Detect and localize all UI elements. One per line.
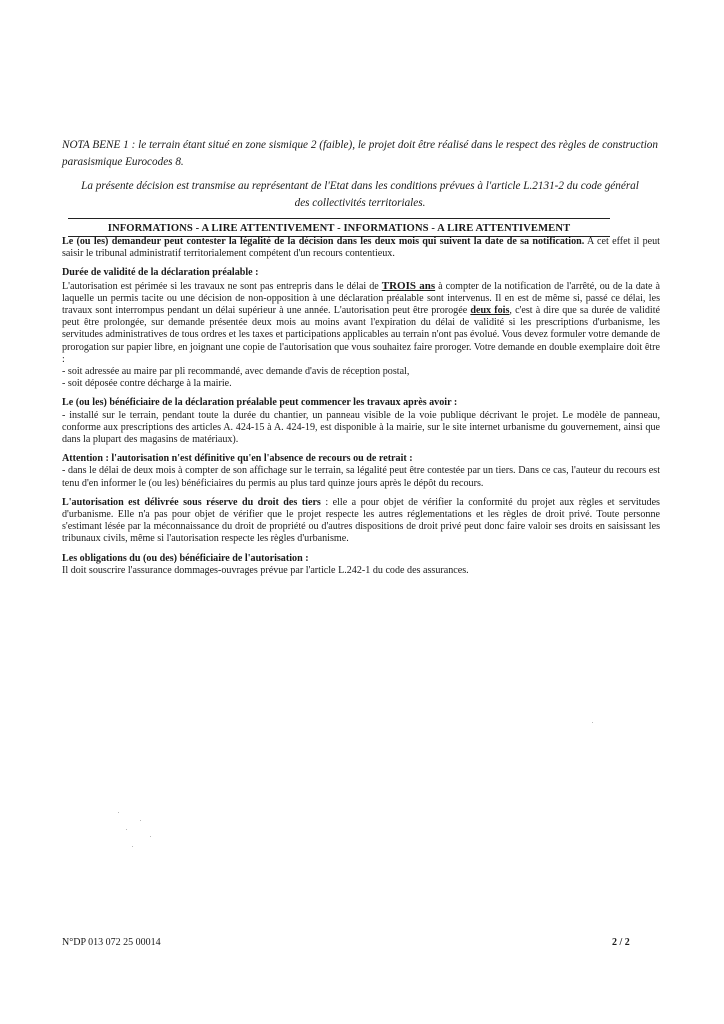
obligations-text: Il doit souscrire l'assurance dommages-ouvrages prévue par l'article L.242-1 du code des assurances. <box>62 564 469 576</box>
attention-section <box>62 453 660 490</box>
validity-list-item-1: - soit adressée au maire par pli recommandé, avec demande d'avis de réception postal, <box>62 366 410 378</box>
contest-text: A cet effet il peut saisir le tribunal administratif territorialement compétent d'un recours contentieux. <box>62 236 660 260</box>
third-party-section <box>62 497 660 546</box>
third-party-text: : elle a pour objet de vérifier la conformité du projet aux règles et servitudes d'urbanisme. Elle n'a pas pour objet de vérifier que le projet respecte les autres réglementations et les règles de droit privé. Toute personne s'estimant lésée par la méconnaissance du droit de propriété ou d'autres dispositions de droit privé peut donc faire valoir ses droits en saisissant les tribunaux civils, même si l'autorisation respecte les règles d'urbanisme. <box>62 496 660 545</box>
deux-fois-emphasis: deux fois <box>470 305 510 317</box>
start-works-section <box>62 397 660 446</box>
scan-speck <box>140 820 141 821</box>
start-works-text: - installé sur le terrain, pendant toute la durée du chantier, un panneau visible de la voie publique décrivant le projet. Le modèle de panneau, conforme aux prescriptions des articles A. 424-15 à A. 424-19, est disponible à la mairie, sur le site internet urbanisme du gouvernement, ainsi que dans la plupart des magasins de matériaux). <box>62 409 660 446</box>
validity-text-2: à compter de la notification de l'arrêté, ou de la date à laquelle un permis tacite ou une décision de non-opposition à une déclaration préalable sont intervenus. Il en est de même si, passé ce délai, les travaux sont interrompus pendant un délai supérieur à une année. L'autorisation peut être prorogée <box>62 280 660 317</box>
transmission-paragraph <box>62 178 658 212</box>
scan-speck <box>118 812 119 813</box>
footer-reference: N°DP 013 072 25 00014 <box>62 937 161 948</box>
transmission-line-1: La présente décision est transmise au représentant de l'Etat dans les conditions prévues à l'article L.2131-2 du code général <box>81 180 639 192</box>
contest-paragraph <box>62 236 660 260</box>
information-banner: INFORMATIONS - A LIRE ATTENTIVEMENT - INFORMATIONS - A LIRE ATTENTIVEMENT <box>107 223 571 234</box>
obligations-heading: Les obligations du (ou des) bénéficiaire de l'autorisation : <box>62 552 309 564</box>
validity-list-item-2: - soit déposée contre décharge à la mairie. <box>62 378 232 390</box>
trois-ans-emphasis: TROIS ans <box>381 279 436 292</box>
attention-text: - dans le délai de deux mois à compter de son affichage sur le terrain, sa légalité peut être contestée par un tiers. Dans ce cas, l'auteur du recours est tenu d'en informer le (ou les) bénéficiaires du permis au plus tard quinze jours après le dépôt du recours. <box>62 465 660 489</box>
footer-page-number: 2 / 2 <box>612 937 630 948</box>
validity-text-1: L'autorisation est périmée si les travaux ne sont pas entrepris dans le délai de <box>62 280 382 292</box>
third-party-bold-text: L'autorisation est délivrée sous réserve du droit des tiers <box>62 496 321 508</box>
transmission-line-2: des collectivités territoriales. <box>294 197 426 209</box>
validity-paragraph <box>62 280 660 366</box>
scan-speck <box>126 829 127 830</box>
scan-speck <box>150 836 151 837</box>
validity-heading: Durée de validité de la déclaration préalable : <box>62 267 259 279</box>
scan-speck <box>132 846 133 847</box>
validity-text-3: , c'est à dire que sa durée de validité peut être prolongée, sur demande présentée deux mois au moins avant l'expiration du délai de validité si les prescriptions d'urbanisme, les servitudes administratives de tous ordres et les taxes et participations applicables au terrain n'ont pas évolué. Vous devez formuler votre demande de prorogation sur papier libre, en joignant une copie de l'autorisation que vous souhaitez faire proroger. Votre demande en double exemplaire doit être : <box>62 305 661 365</box>
attention-heading: Attention : l'autorisation n'est définitive qu'en l'absence de recours ou de retrait : <box>62 453 413 465</box>
validity-section <box>62 267 660 390</box>
nota-bene-paragraph: NOTA BENE 1 : le terrain étant situé en zone sismique 2 (faible), le projet doit être réalisé dans le respect des règles de construction parasismique Eurocodes 8. <box>62 139 658 168</box>
contest-bold-text: Le (ou les) demandeur peut contester la légalité de la décision dans les deux mois qui suivent la date de sa notification. <box>62 236 585 247</box>
start-works-heading: Le (ou les) bénéficiaire de la déclaration préalable peut commencer les travaux après avoir : <box>62 397 458 409</box>
obligations-section <box>62 553 660 577</box>
banner-top-rule <box>68 218 610 219</box>
information-section <box>62 236 660 577</box>
third-party-paragraph <box>62 497 660 546</box>
scan-speck <box>592 722 593 723</box>
